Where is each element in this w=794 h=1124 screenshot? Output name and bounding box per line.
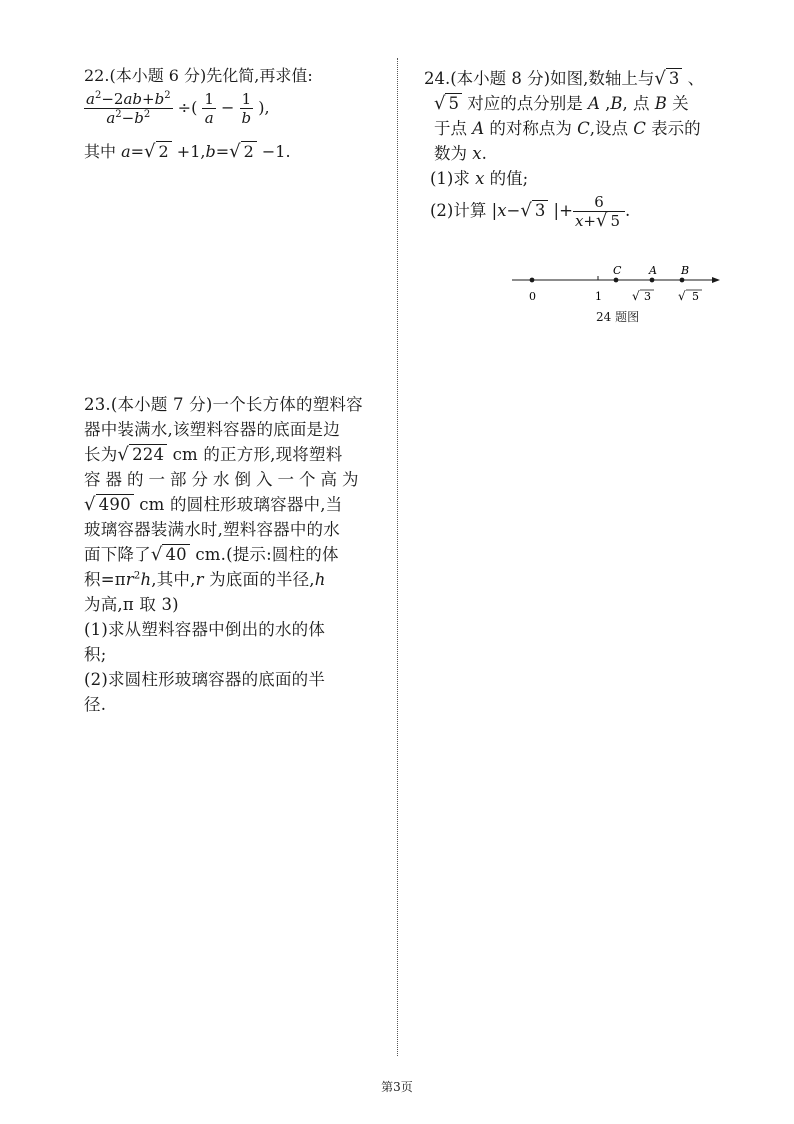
q23-line-11: 积; bbox=[84, 645, 107, 664]
label-point-a: A bbox=[649, 264, 657, 277]
q23-sqrt-224: √ 224 bbox=[117, 442, 167, 467]
q24-part-2: (2)计算 |x−√ 3 |+ $\frac{6}{x+√ 5}$ . bbox=[430, 193, 631, 231]
q22-fraction-main-numerator: $a^2-2ab+b^2$ bbox=[86, 90, 171, 108]
q23-line-4: 容器的一部分水倒入一个高为 bbox=[84, 470, 364, 489]
point-c bbox=[614, 278, 619, 283]
q23-line-1: 23.(本小题 7 分)一个长方体的塑料容 bbox=[84, 395, 363, 414]
label-zero: 0 bbox=[529, 290, 536, 303]
q24-line-3: 于点 A 的对称点为 C,设点 C 表示的 bbox=[434, 119, 701, 138]
q23-sqrt-40: √ 40 bbox=[151, 542, 190, 567]
q24-sqrt-3: √ 3 bbox=[654, 66, 682, 91]
number-line-figure bbox=[508, 258, 728, 308]
q22-header: 22.(本小题 6 分)先化简,再求值: bbox=[84, 66, 313, 85]
label-point-c: C bbox=[613, 264, 622, 277]
q24-sqrt-5: √ 5 bbox=[434, 91, 462, 116]
number-line-arrow-icon bbox=[712, 277, 720, 283]
q23-sqrt-490: √ 490 bbox=[84, 492, 134, 517]
q24-part2-sqrt-3: √ 3 bbox=[520, 198, 548, 223]
q22-fraction-one-over-a: $\frac{1}{a}$ bbox=[204, 90, 214, 127]
q22-expression bbox=[84, 90, 384, 134]
label-point-b: B bbox=[681, 264, 690, 277]
q22-divide-sign: ÷( bbox=[177, 98, 198, 117]
q22-minus-sign: − bbox=[221, 98, 235, 117]
q22-condition: 其中 a=√ 2 +1,b=√ 2 −1. bbox=[84, 141, 291, 162]
q23-line-10: (1)求从塑料容器中倒出的水的体 bbox=[84, 620, 326, 639]
q22-close-paren: ), bbox=[258, 98, 270, 117]
q23-line-6: 玻璃容器装满水时,塑料容器中的水 bbox=[84, 520, 340, 539]
point-a bbox=[650, 278, 655, 283]
question-23 bbox=[84, 392, 396, 717]
question-22 bbox=[84, 64, 384, 164]
q24-part2-fraction: $\frac{6}{x+√ 5}$ bbox=[573, 193, 625, 230]
q23-line-13: 径. bbox=[84, 695, 107, 714]
q23-line-2: 器中装满水,该塑料容器的底面是边 bbox=[84, 420, 340, 439]
q22-sqrt-2-a: √ 2 bbox=[144, 140, 172, 164]
q23-line-7: 面下降了√ 40 cm.(提示:圆柱的体 bbox=[84, 544, 339, 565]
q23-line-8: 积$=\pi r^2h$,其中,r 为底面的半径,h bbox=[84, 570, 326, 589]
page-number: 第3页 bbox=[381, 1080, 413, 1094]
question-24 bbox=[424, 66, 734, 237]
q22-fraction-one-over-b: $\frac{1}{b}$ bbox=[241, 90, 252, 127]
q24-part-1: (1)求 x 的值; bbox=[430, 169, 529, 188]
q22-fraction-main bbox=[84, 90, 173, 127]
q22-fraction-main-denominator: $a^2-b^2$ bbox=[106, 109, 151, 127]
column-divider bbox=[397, 58, 398, 1056]
q23-line-9: 为高,π 取 3) bbox=[84, 595, 179, 614]
q24-line-1: 24.(本小题 8 分)如图,数轴上与√ 3 、 bbox=[424, 68, 705, 89]
label-sqrt5-radical: √ bbox=[678, 289, 686, 303]
point-b bbox=[680, 278, 685, 283]
q23-line-3: 长为√ 224 cm 的正方形,现将塑料 bbox=[84, 444, 343, 465]
label-sqrt3-radical: √ bbox=[632, 289, 640, 303]
q24-line-4: 数为 x. bbox=[434, 144, 487, 163]
q24-line-2: √ 5 对应的点分别是 A ,B, 点 B 关 bbox=[434, 93, 689, 114]
label-one: 1 bbox=[595, 290, 602, 303]
label-sqrt3-value: 3 bbox=[644, 290, 651, 303]
q23-line-12: (2)求圆柱形玻璃容器的底面的半 bbox=[84, 670, 326, 689]
q22-sqrt-2-b: √ 2 bbox=[229, 140, 257, 164]
point-origin bbox=[530, 278, 535, 283]
q23-line-5: √ 490 cm 的圆柱形玻璃容器中,当 bbox=[84, 494, 343, 515]
label-sqrt5-value: 5 bbox=[692, 290, 699, 303]
figure-caption: 24 题图 bbox=[596, 310, 640, 324]
